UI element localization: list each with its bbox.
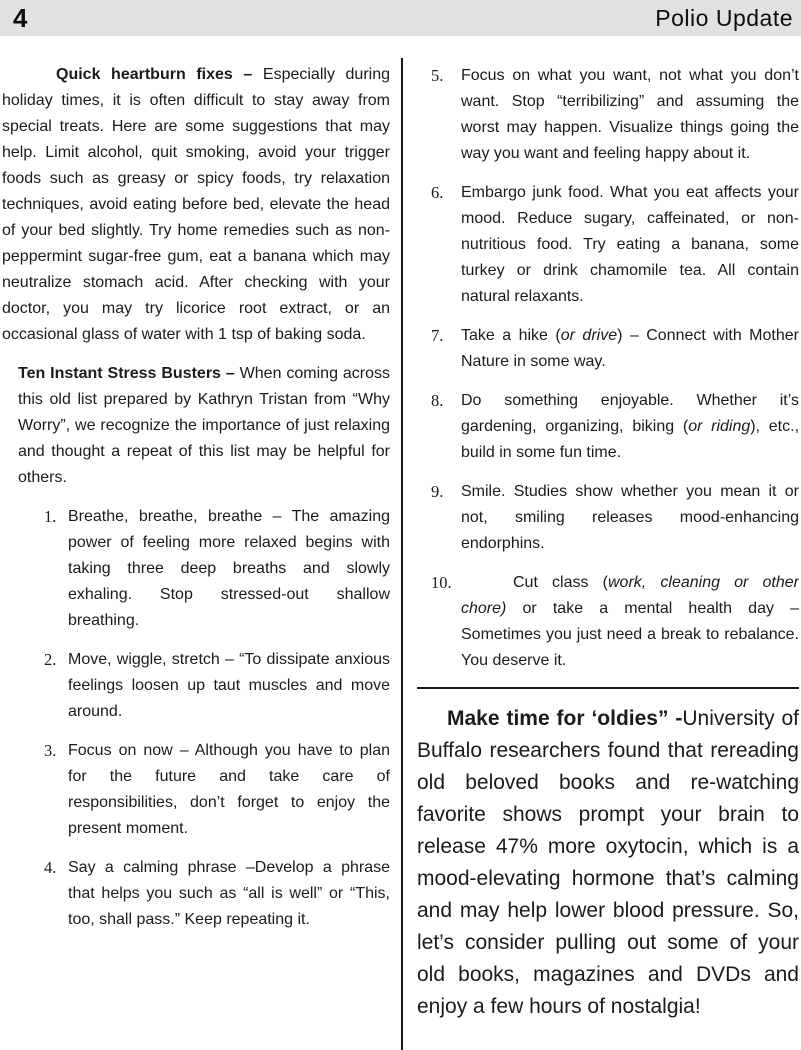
list-item-text: Smile. Studies show whether you mean it or not, smiling releases mood-enhancing endorphins.	[461, 483, 799, 552]
list-item-number: 2.	[44, 650, 57, 669]
list-item-text: Embargo junk food. What you eat affects your mood. Reduce sugary, caffeinated, or non-nutritious food. Try eating a banana, some turkey or drink chamomile tea. All contain natural relaxants.	[461, 184, 799, 305]
list-item	[44, 647, 390, 725]
page-header	[0, 0, 801, 36]
list-item-text: Do something enjoyable. Whether it’s gardening, organizing, biking (or riding), etc., build in some fun time.	[461, 392, 799, 461]
list-item-number: 6.	[431, 183, 444, 202]
list-item	[431, 388, 799, 466]
list-item	[44, 504, 390, 634]
list-item	[431, 180, 799, 310]
list-item-number: 7.	[431, 326, 444, 345]
list-item-number: 5.	[431, 66, 444, 85]
right-column	[417, 58, 799, 1050]
stress-intro-body: When coming across this old list prepared by Kathryn Tristan from “Why Worry”, we recognize the importance of just relaxing and thought a repeat of this list may be helpful for others.	[18, 365, 390, 486]
list-item-text: Say a calming phrase –Develop a phrase that helps you such as “all is well” or “This, too, shall pass.” Keep repeating it.	[68, 859, 390, 928]
list-item-number: 4.	[44, 858, 57, 877]
list-item	[431, 323, 799, 375]
page-number: 4	[13, 3, 28, 33]
list-item-text: Focus on now – Although you have to plan for the future and take care of responsibilities, don’t forget to enjoy the present moment.	[68, 742, 390, 837]
list-item-text: Focus on what you want, not what you don’t want. Stop “terribilizing” and assuming the worst may happen. Visualize things going the way you want and feeling happy about it.	[461, 67, 799, 162]
stress-list-items-5-10	[431, 63, 799, 674]
stress-list-items-1-4	[44, 504, 390, 933]
oldies-heading: Make time for ‘oldies” -	[447, 707, 683, 730]
list-item	[44, 738, 390, 842]
heartburn-paragraph	[2, 62, 390, 348]
list-item-number: 9.	[431, 482, 444, 501]
list-item-text: Cut class (work, cleaning or other chore) or take a mental health day – Sometimes you just need a break to rebalance. You deserve it.	[461, 574, 799, 669]
list-item-number: 8.	[431, 391, 444, 410]
list-item-number: 1.	[44, 507, 57, 526]
stress-intro-paragraph	[18, 361, 390, 491]
column-divider	[401, 58, 403, 1050]
list-item-text: Take a hike (or drive) – Connect with Mother Nature in some way.	[461, 327, 799, 370]
heartburn-heading: Quick heartburn fixes –	[56, 66, 263, 83]
section-divider	[417, 687, 799, 689]
stress-heading: Ten Instant Stress Busters –	[18, 365, 240, 382]
list-item	[431, 479, 799, 557]
list-item	[431, 570, 799, 674]
list-item-text: Breathe, breathe, breathe – The amazing power of feeling more relaxed begins with taking three deep breaths and slowly exhaling. Stop stressed-out shallow breathing.	[68, 508, 390, 629]
left-column	[2, 58, 390, 1050]
list-item-text: Move, wiggle, stretch – “To dissipate anxious feelings loosen up taut muscles and move around.	[68, 651, 390, 720]
list-item	[431, 63, 799, 167]
oldies-body: University of Buffalo researchers found that rereading old beloved books and re-watching favorite shows prompt your brain to release 47% more oxytocin, which is a mood-elevating hormone that’s calming and may help lower blood pressure. So, let’s consider pulling out some of your old books, magazines and DVDs and enjoy a few hours of nostalgia!	[417, 707, 799, 1018]
list-item-number: 3.	[44, 741, 57, 760]
oldies-paragraph	[417, 703, 799, 1023]
list-item-number: 10.	[431, 573, 452, 592]
page-title: Polio Update	[655, 5, 793, 31]
list-item	[44, 855, 390, 933]
heartburn-body: Especially during holiday times, it is often difficult to stay away from special treats. Here are some suggestions that may help. Limit alcohol, quit smoking, avoid your trigger foods such as greasy or spicy foods, try relaxation techniques, avoid eating before bed, elevate the head of your bed slightly. Try home remedies such as non-peppermint sugar-free gum, eat a banana which may neutralize stomach acid. After checking with your doctor, you may try licorice root extract, or an occasional glass of water with 1 tsp of baking soda.	[2, 66, 390, 343]
